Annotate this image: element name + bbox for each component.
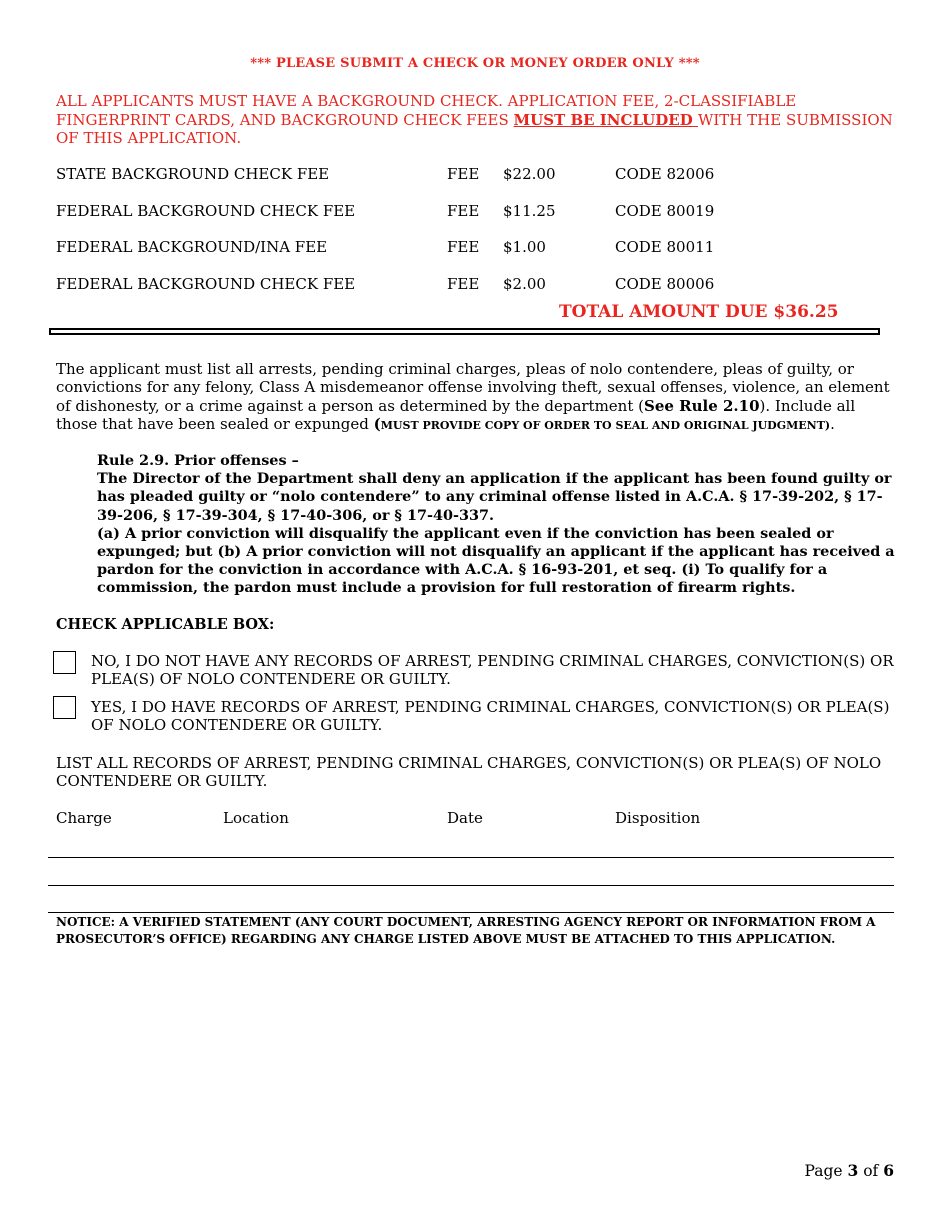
fee-row: [56, 165, 876, 185]
yes-records-label: YES, I DO HAVE RECORDS OF ARREST, PENDING CRIMINAL CHARGES, CONVICTION(S) OR PLEA(S) OF NOLO CONTENDERE OR GUILTY.: [91, 698, 890, 735]
fee-code: CODE 80011: [615, 238, 715, 256]
no-records-checkbox[interactable]: [53, 651, 76, 674]
rule-body-2: (a) A prior conviction will disqualify the applicant even if the conviction has been sealed or expunged; but (b) A prior conviction will not disqualify an applicant if the applicant has received a pardon for the conviction in accordance with A.C.A. § 16-93-201, et seq. (i) To qualify for a commission, the pardon must include a provision for full restoration of firearm rights.: [97, 524, 895, 597]
fee-label: FEE: [447, 165, 480, 183]
intro-text-after: WITH THE SUBMISSION OF THIS APPLICATION.: [56, 110, 893, 147]
fee-label: FEE: [447, 275, 480, 293]
fee-label: FEE: [447, 202, 480, 220]
fee-amount: $22.00: [503, 165, 556, 183]
fee-name: FEDERAL BACKGROUND/INA FEE: [56, 238, 328, 256]
rule-body-1: The Director of the Department shall deny an application if the applicant has been found guilty or has pleaded guilty or “nolo contendere” to any criminal offense listed in A.C.A. § 17-39-202, § 17-39-206, § 17-39-304, § 17-40-306, or § 17-40-337.: [97, 470, 892, 524]
record-entry-line[interactable]: [48, 885, 894, 886]
section-divider: [49, 328, 880, 335]
fee-name: FEDERAL BACKGROUND CHECK FEE: [56, 202, 356, 220]
intro-emphasis: MUST BE INCLUDED: [513, 110, 698, 129]
column-location: Location: [223, 809, 289, 827]
see-rule-reference: See Rule 2.10: [644, 396, 760, 415]
check-applicable-title: CHECK APPLICABLE BOX:: [56, 616, 275, 633]
fee-amount: $2.00: [503, 275, 546, 293]
verified-statement-notice: NOTICE: A VERIFIED STATEMENT (ANY COURT DOCUMENT, ARRESTING AGENCY REPORT OR INFORMATION FROM A PROSECUTOR’S OFFICE) REGARDING ANY CHARGE LISTED ABOVE MUST BE ATTACHED TO THIS APPLICATION.: [56, 915, 876, 946]
intro-text-before: ALL APPLICANTS MUST HAVE A BACKGROUND CHECK. APPLICATION FEE, 2-CLASSIFIABLE FINGERPRINT CARDS, AND BACKGROUND CHECK FEES: [56, 92, 797, 129]
fee-row: [56, 275, 876, 295]
column-disposition: Disposition: [615, 809, 701, 827]
seal-order-requirement: MUST PROVIDE COPY OF ORDER TO SEAL AND ORIGINAL JUDGMENT): [380, 418, 831, 432]
page-current: 3: [847, 1161, 859, 1180]
notice-top-rule: [48, 912, 894, 913]
page-number: [760, 1161, 894, 1180]
payment-notice-header: *** PLEASE SUBMIT A CHECK OR MONEY ORDER ONLY ***: [250, 56, 700, 71]
fee-name: FEDERAL BACKGROUND CHECK FEE: [56, 275, 356, 293]
disclosure-paragraph: [56, 360, 901, 435]
fee-amount: $1.00: [503, 238, 546, 256]
fee-code: CODE 80006: [615, 275, 715, 293]
rule-title: Rule 2.9. Prior offenses –: [97, 452, 299, 469]
total-amount-due: TOTAL AMOUNT DUE $36.25: [559, 302, 839, 322]
fee-row: [56, 202, 876, 222]
para-text-2: ). Include all those that have been sealed or expunged: [56, 396, 856, 433]
page-mid: of: [858, 1162, 884, 1180]
fee-amount: $11.25: [503, 202, 556, 220]
para-paren: (: [373, 414, 381, 433]
fee-name: STATE BACKGROUND CHECK FEE: [56, 165, 330, 183]
background-check-intro: [56, 92, 901, 148]
column-date: Date: [447, 809, 483, 827]
fee-row: [56, 238, 876, 258]
page-total: 6: [883, 1161, 894, 1180]
rule-2-9-block: [97, 452, 897, 598]
para-text-3: .: [830, 414, 835, 433]
column-charge: Charge: [56, 809, 112, 827]
yes-records-checkbox[interactable]: [53, 696, 76, 719]
list-records-label: LIST ALL RECORDS OF ARREST, PENDING CRIMINAL CHARGES, CONVICTION(S) OR PLEA(S) OF NOLO CONTENDERE OR GUILTY.: [56, 754, 882, 791]
para-text-1: The applicant must list all arrests, pending criminal charges, pleas of nolo contendere, pleas of guilty, or convictions for any felony, Class A misdemeanor offense involving theft, sexual offenses, violence, an element of dishonesty, or a crime against a person as determined by the department (: [56, 360, 890, 415]
fee-code: CODE 80019: [615, 202, 715, 220]
fee-code: CODE 82006: [615, 165, 715, 183]
no-records-label: NO, I DO NOT HAVE ANY RECORDS OF ARREST, PENDING CRIMINAL CHARGES, CONVICTION(S) OR PLEA(S) OF NOLO CONTENDERE OR GUILTY.: [91, 652, 894, 689]
fee-label: FEE: [447, 238, 480, 256]
record-entry-line[interactable]: [48, 857, 894, 858]
page-prefix: Page: [804, 1162, 848, 1180]
